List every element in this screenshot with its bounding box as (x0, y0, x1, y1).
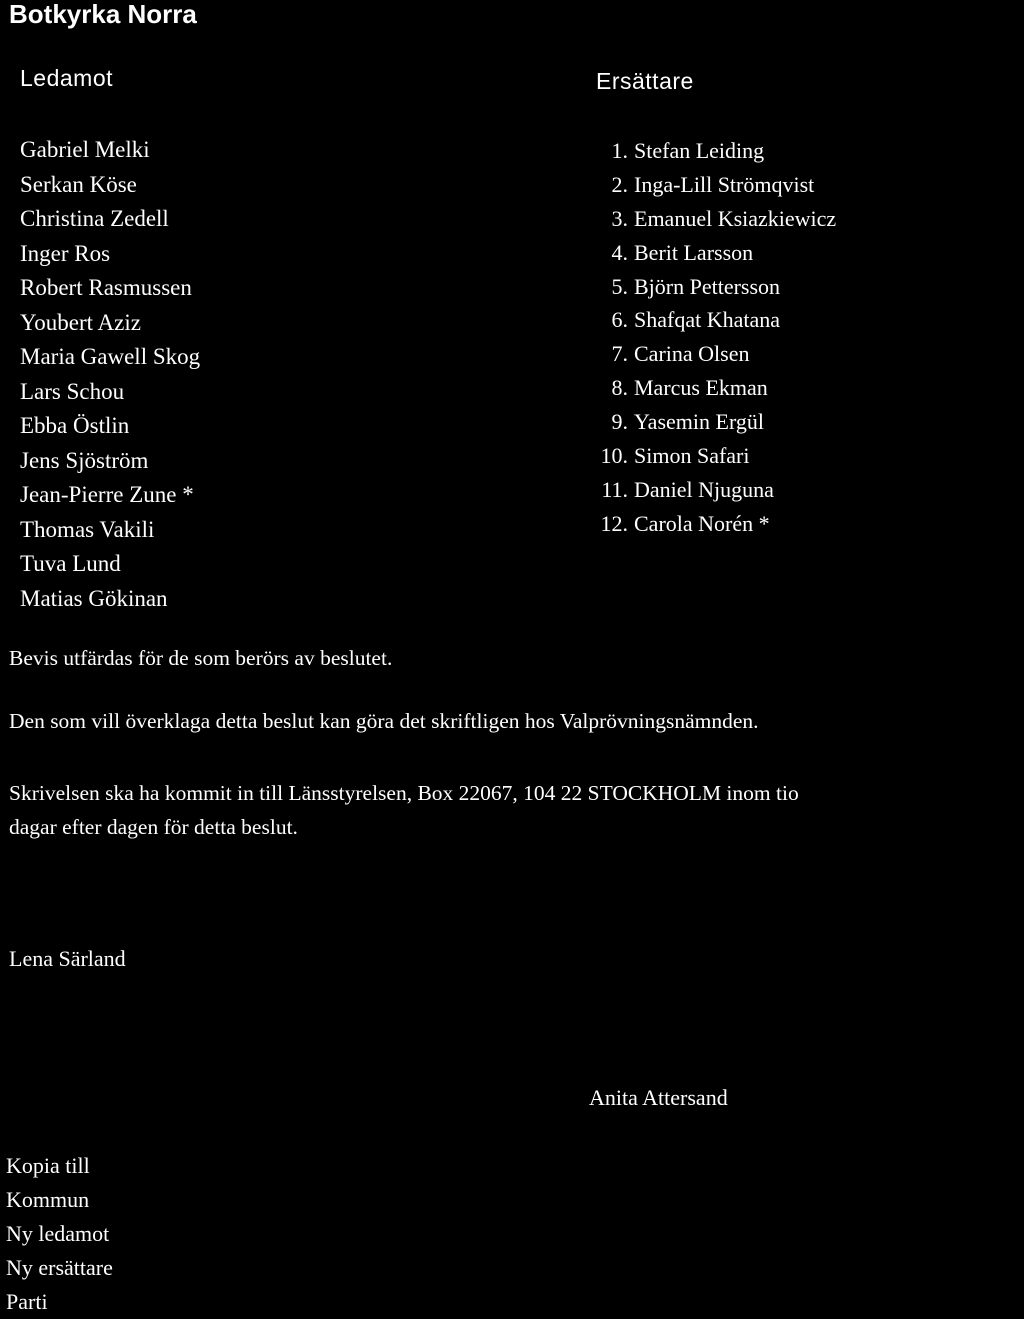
substitute-entry (594, 371, 836, 405)
copy-to-list (6, 1149, 113, 1319)
substitute-entry (594, 507, 836, 541)
substitute-name: Björn Pettersson (634, 273, 781, 299)
member-name: Jens Sjöström (20, 447, 149, 473)
substitute-entry (594, 405, 836, 439)
member-name: Jean-Pierre Zune * (20, 482, 194, 507)
member-name: Serkan Köse (20, 171, 137, 197)
members-list (20, 133, 200, 616)
substitute-number: 12. (600, 510, 628, 536)
submission-paragraph-line-2: dagar efter dagen för detta beslut. (9, 815, 298, 839)
substitute-number: 7. (611, 341, 628, 367)
substitute-name: Marcus Ekman (634, 375, 768, 401)
substitute-entry (594, 236, 836, 270)
member-name: Gabriel Melki (20, 137, 150, 162)
signatory-first: Lena Särland (9, 946, 126, 971)
substitute-number: 8. (611, 375, 628, 401)
member-name: Robert Rasmussen (20, 275, 192, 300)
substitute-name: Daniel Njuguna (634, 476, 774, 502)
substitute-entry (594, 134, 836, 168)
substitute-name: Yasemin Ergül (634, 409, 764, 435)
substitute-entry (594, 337, 836, 371)
copy-recipient: Kommun (6, 1187, 90, 1212)
member-name: Lars Schou (20, 378, 125, 404)
substitute-entry (594, 270, 836, 304)
submission-paragraph-line-1: Skrivelsen ska ha kommit in till Länsstyrelsen, Box 22067, 104 22 STOCKHOLM inom tio (9, 781, 799, 805)
substitute-name: Carola Norén * (634, 510, 770, 536)
substitutes-list (594, 134, 836, 541)
member-name: Christina Zedell (20, 206, 169, 231)
copy-recipient: Ny ersättare (6, 1255, 113, 1280)
substitute-name: Carina Olsen (634, 341, 750, 367)
substitute-number: 11. (601, 476, 628, 502)
appeal-paragraph: Den som vill överklaga detta beslut kan göra det skriftligen hos Valprövningsnämnden. (9, 709, 759, 733)
substitute-number: 5. (611, 273, 628, 299)
substitute-name: Simon Safari (634, 443, 750, 469)
member-name: Inger Ros (20, 240, 111, 266)
substitute-number: 9. (611, 409, 628, 435)
copy-to-heading: Kopia till (6, 1153, 90, 1178)
substitute-name: Berit Larsson (634, 239, 754, 265)
copy-recipient: Parti (6, 1289, 48, 1314)
substitute-entry (594, 202, 836, 236)
certificate-paragraph: Bevis utfärdas för de som berörs av beslutet. (9, 646, 393, 670)
substitute-number: 4. (611, 239, 628, 265)
member-name: Matias Gökinan (20, 585, 168, 611)
region-title: Botkyrka Norra (9, 0, 197, 29)
substitute-entry (594, 168, 836, 202)
substitute-entry (594, 439, 836, 473)
substitute-number: 10. (600, 443, 628, 469)
substitute-number: 6. (611, 307, 628, 333)
member-name: Youbert Aziz (20, 309, 141, 335)
member-name: Thomas Vakili (20, 516, 155, 542)
member-name: Ebba Östlin (20, 413, 130, 438)
member-name: Maria Gawell Skog (20, 344, 201, 369)
members-heading: Ledamot (20, 65, 114, 91)
substitute-number: 1. (611, 138, 628, 163)
member-name: Tuva Lund (20, 551, 121, 576)
substitute-number: 3. (611, 205, 628, 231)
signatory-second: Anita Attersand (589, 1085, 728, 1110)
substitutes-heading: Ersättare (596, 68, 694, 94)
copy-recipient: Ny ledamot (6, 1221, 110, 1246)
substitute-entry (594, 473, 836, 507)
substitute-name: Emanuel Ksiazkiewicz (634, 205, 837, 231)
substitute-name: Inga-Lill Strömqvist (634, 171, 815, 197)
substitute-name: Shafqat Khatana (634, 307, 780, 333)
substitute-number: 2. (611, 171, 628, 197)
substitute-entry (594, 303, 836, 337)
substitute-name: Stefan Leiding (634, 138, 765, 163)
